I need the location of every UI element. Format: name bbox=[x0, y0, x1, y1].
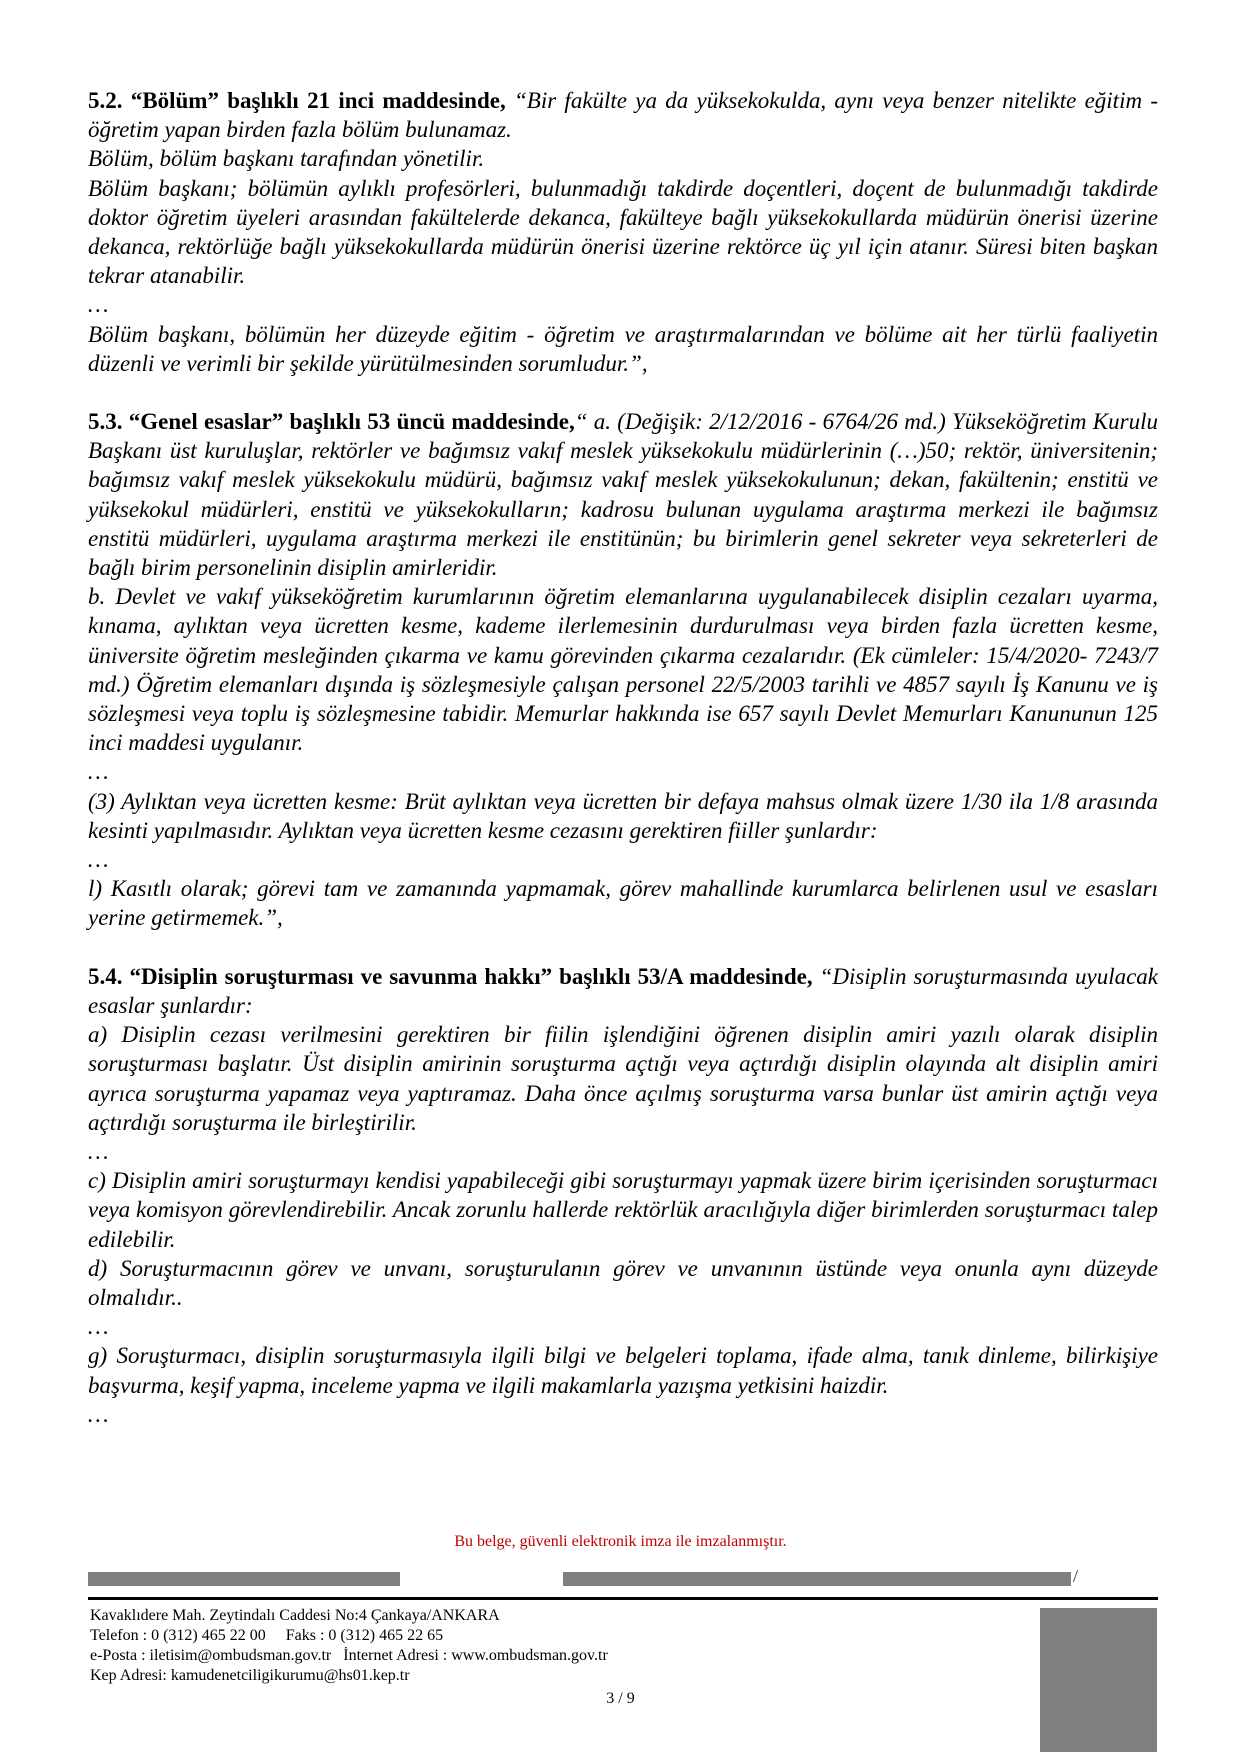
signature-redaction-bar-left bbox=[88, 1572, 400, 1586]
paragraph: l) Kasıtlı olarak; görevi tam ve zamanında yapmamak, görev mahallinde kurumlarca belirlenen usul ve esasları yerine getirmemek.”, bbox=[88, 876, 1158, 931]
paragraph: d) Soruşturmacının görev ve unvanı, soruşturulanın görev ve unvanının üstünde veya onunla aynı düzeyde olmalıdır.. bbox=[88, 1255, 1158, 1310]
paragraph: Bölüm başkanı; bölümün aylıklı profesörleri, bulunmadığı takdirde doçentleri, doçent de bulunmadığı takdirde doktor öğretim üyeleri arasından fakültelerde dekanca, fakülteye bağlı yüksekokullarda müdürün önerisi üzerine dekanca, rektörlüğe bağlı yüksekokullarda müdürün önerisi üzerine rektörce üç yıl için atanır. Süresi biten başkan tekrar atanabilir. bbox=[88, 175, 1158, 289]
ellipsis: … bbox=[88, 292, 109, 318]
signature-redaction-bar-right bbox=[563, 1572, 1071, 1586]
paragraph: Bölüm başkanı, bölümün her düzeyde eğitim - öğretim ve araştırmalarından ve bölüme ait her türlü faaliyetin düzenli ve verimli bir şekilde yürütülmesinden sorumludur.”, bbox=[88, 321, 1158, 376]
section-5-4-intro bbox=[88, 962, 1158, 1020]
page-number: 3 / 9 bbox=[606, 1690, 635, 1707]
section-5-3-intro bbox=[88, 407, 1158, 582]
footer-address: Kavaklıdere Mah. Zeytindalı Caddesi No:4 Çankaya/ANKARA bbox=[90, 1607, 500, 1624]
ellipsis: … bbox=[88, 1138, 109, 1164]
spacer bbox=[88, 378, 1158, 407]
ellipsis: … bbox=[88, 847, 109, 873]
section-heading: 5.2. “Bölüm” başlıklı 21 inci maddesinde, bbox=[88, 88, 506, 113]
section-lead-text: “ a. (Değişik: 2/12/2016 - 6764/26 md.) Yükseköğretim Kurulu Başkanı üst kuruluşlar, rektörler ve bağımsız vakıf meslek yüksekokulu müdürlerinin (…)50; rektör, üniversitenin; bağımsız vakıf meslek yüksekokulu müdürü, bağımsız vakıf meslek yüksekokulunun; dekan, fakültenin; enstitü ve yüksekokul müdürleri, enstitü ve yüksekokulların; kadrosu bulunan uygulama araştırma merkezi ile bağımsız enstitü müdürleri, uygulama araştırma merkezi ile enstitünün; bu birimlerin genel sekreter veya sekreterleri de bağlı birim personelinin disiplin amirleridir. bbox=[88, 409, 1158, 581]
footer-kep: Kep Adresi: kamudenetciligikurumu@hs01.kep.tr bbox=[90, 1667, 410, 1684]
section-heading: 5.4. “Disiplin soruşturması ve savunma hakkı” başlıklı 53/A maddesinde, bbox=[88, 963, 813, 989]
document-body bbox=[88, 86, 1158, 1429]
paragraph: g) Soruşturmacı, disiplin soruşturmasıyla ilgili bilgi ve belgeleri toplama, ifade alma, tanık dinleme, bilirkişiye başvurma, keşif yapma, inceleme yapma ve ilgili makamlarla yazışma yetkisini haizdir. bbox=[88, 1343, 1158, 1398]
section-lead-text: “Disiplin soruşturmasında uyulacak esaslar şunlardır: bbox=[88, 963, 1158, 1018]
section-heading: 5.3. “Genel esaslar” başlıklı 53 üncü maddesinde, bbox=[88, 409, 575, 435]
paragraph: (3) Aylıktan veya ücretten kesme: Brüt aylıktan veya ücretten bir defaya mahsus olmak üzere 1/30 ila 1/8 arasında kesinti yapılmasıdır. Aylıktan veya ücretten kesme cezasını gerektiren fiiller şunlardır: bbox=[88, 788, 1158, 843]
e-signature-notice: Bu belge, güvenli elektronik imza ile imzalanmıştır. bbox=[454, 1533, 787, 1550]
paragraph: b. Devlet ve vakıf yükseköğretim kurumlarının öğretim elemanlarına uygulanabilecek disiplin cezaları uyarma, kınama, aylıktan veya ücretten kesme, kademe ilerlemesinin durdurulması veya birden fazla ücretten kesme, üniversite öğretim mesleğinden çıkarma ve kamu görevinden çıkarma cezalarıdır. (Ek cümleler: 15/4/2020- 7243/7 md.) Öğretim elemanları dışında iş sözleşmesiyle çalışan personel 22/5/2003 tarihli ve 4857 sayılı İş Kanunu ve iş sözleşmesi veya toplu iş sözleşmesine tabidir. Memurlar hakkında ise 657 sayılı Devlet Memurları Kanununun 125 inci maddesi uygulanır. bbox=[88, 584, 1158, 756]
footer-phone: Telefon : 0 (312) 465 22 00 Faks : 0 (312) 465 22 65 bbox=[90, 1627, 444, 1644]
ellipsis: … bbox=[88, 1401, 109, 1427]
footer-contact bbox=[90, 1606, 608, 1686]
paragraph: c) Disiplin amiri soruşturmayı kendisi yapabileceği gibi soruşturmayı yapmak üzere birim içerisinden soruşturmacı veya komisyon görevlendirebilir. Ancak zorunlu hallerde rektörlük aracılığıyla diğer birimlerden soruşturmacı talep edilebilir. bbox=[88, 1168, 1158, 1252]
footer-divider bbox=[88, 1597, 1158, 1600]
signature-slash: / bbox=[1073, 1566, 1079, 1586]
spacer bbox=[88, 933, 1158, 962]
footer-email: e-Posta : iletisim@ombudsman.gov.tr İnternet Adresi : www.ombudsman.gov.tr bbox=[90, 1647, 608, 1664]
section-lead-text: “Bir fakülte ya da yüksekokulda, aynı veya benzer nitelikte eğitim - öğretim yapan birden fazla bölüm bulunamaz. bbox=[88, 88, 1158, 143]
qr-code-redaction bbox=[1040, 1608, 1157, 1752]
ellipsis: … bbox=[88, 759, 109, 785]
ellipsis: … bbox=[88, 1314, 109, 1340]
paragraph: Bölüm, bölüm başkanı tarafından yönetilir. bbox=[88, 146, 485, 172]
paragraph: a) Disiplin cezası verilmesini gerektiren bir fiilin işlendiğini öğrenen disiplin amiri yazılı olarak disiplin soruşturması başlatır. Üst disiplin amirinin soruşturma açtığı veya açtırdığı disiplin olayında alt disiplin amiri ayrıca soruşturma yapamaz veya yaptıramaz. Daha önce açılmış soruşturma varsa bunlar üst amirin açtığı veya açtırdığı soruşturma ile birleştirilir. bbox=[88, 1022, 1158, 1135]
section-5-2-intro bbox=[88, 86, 1158, 144]
